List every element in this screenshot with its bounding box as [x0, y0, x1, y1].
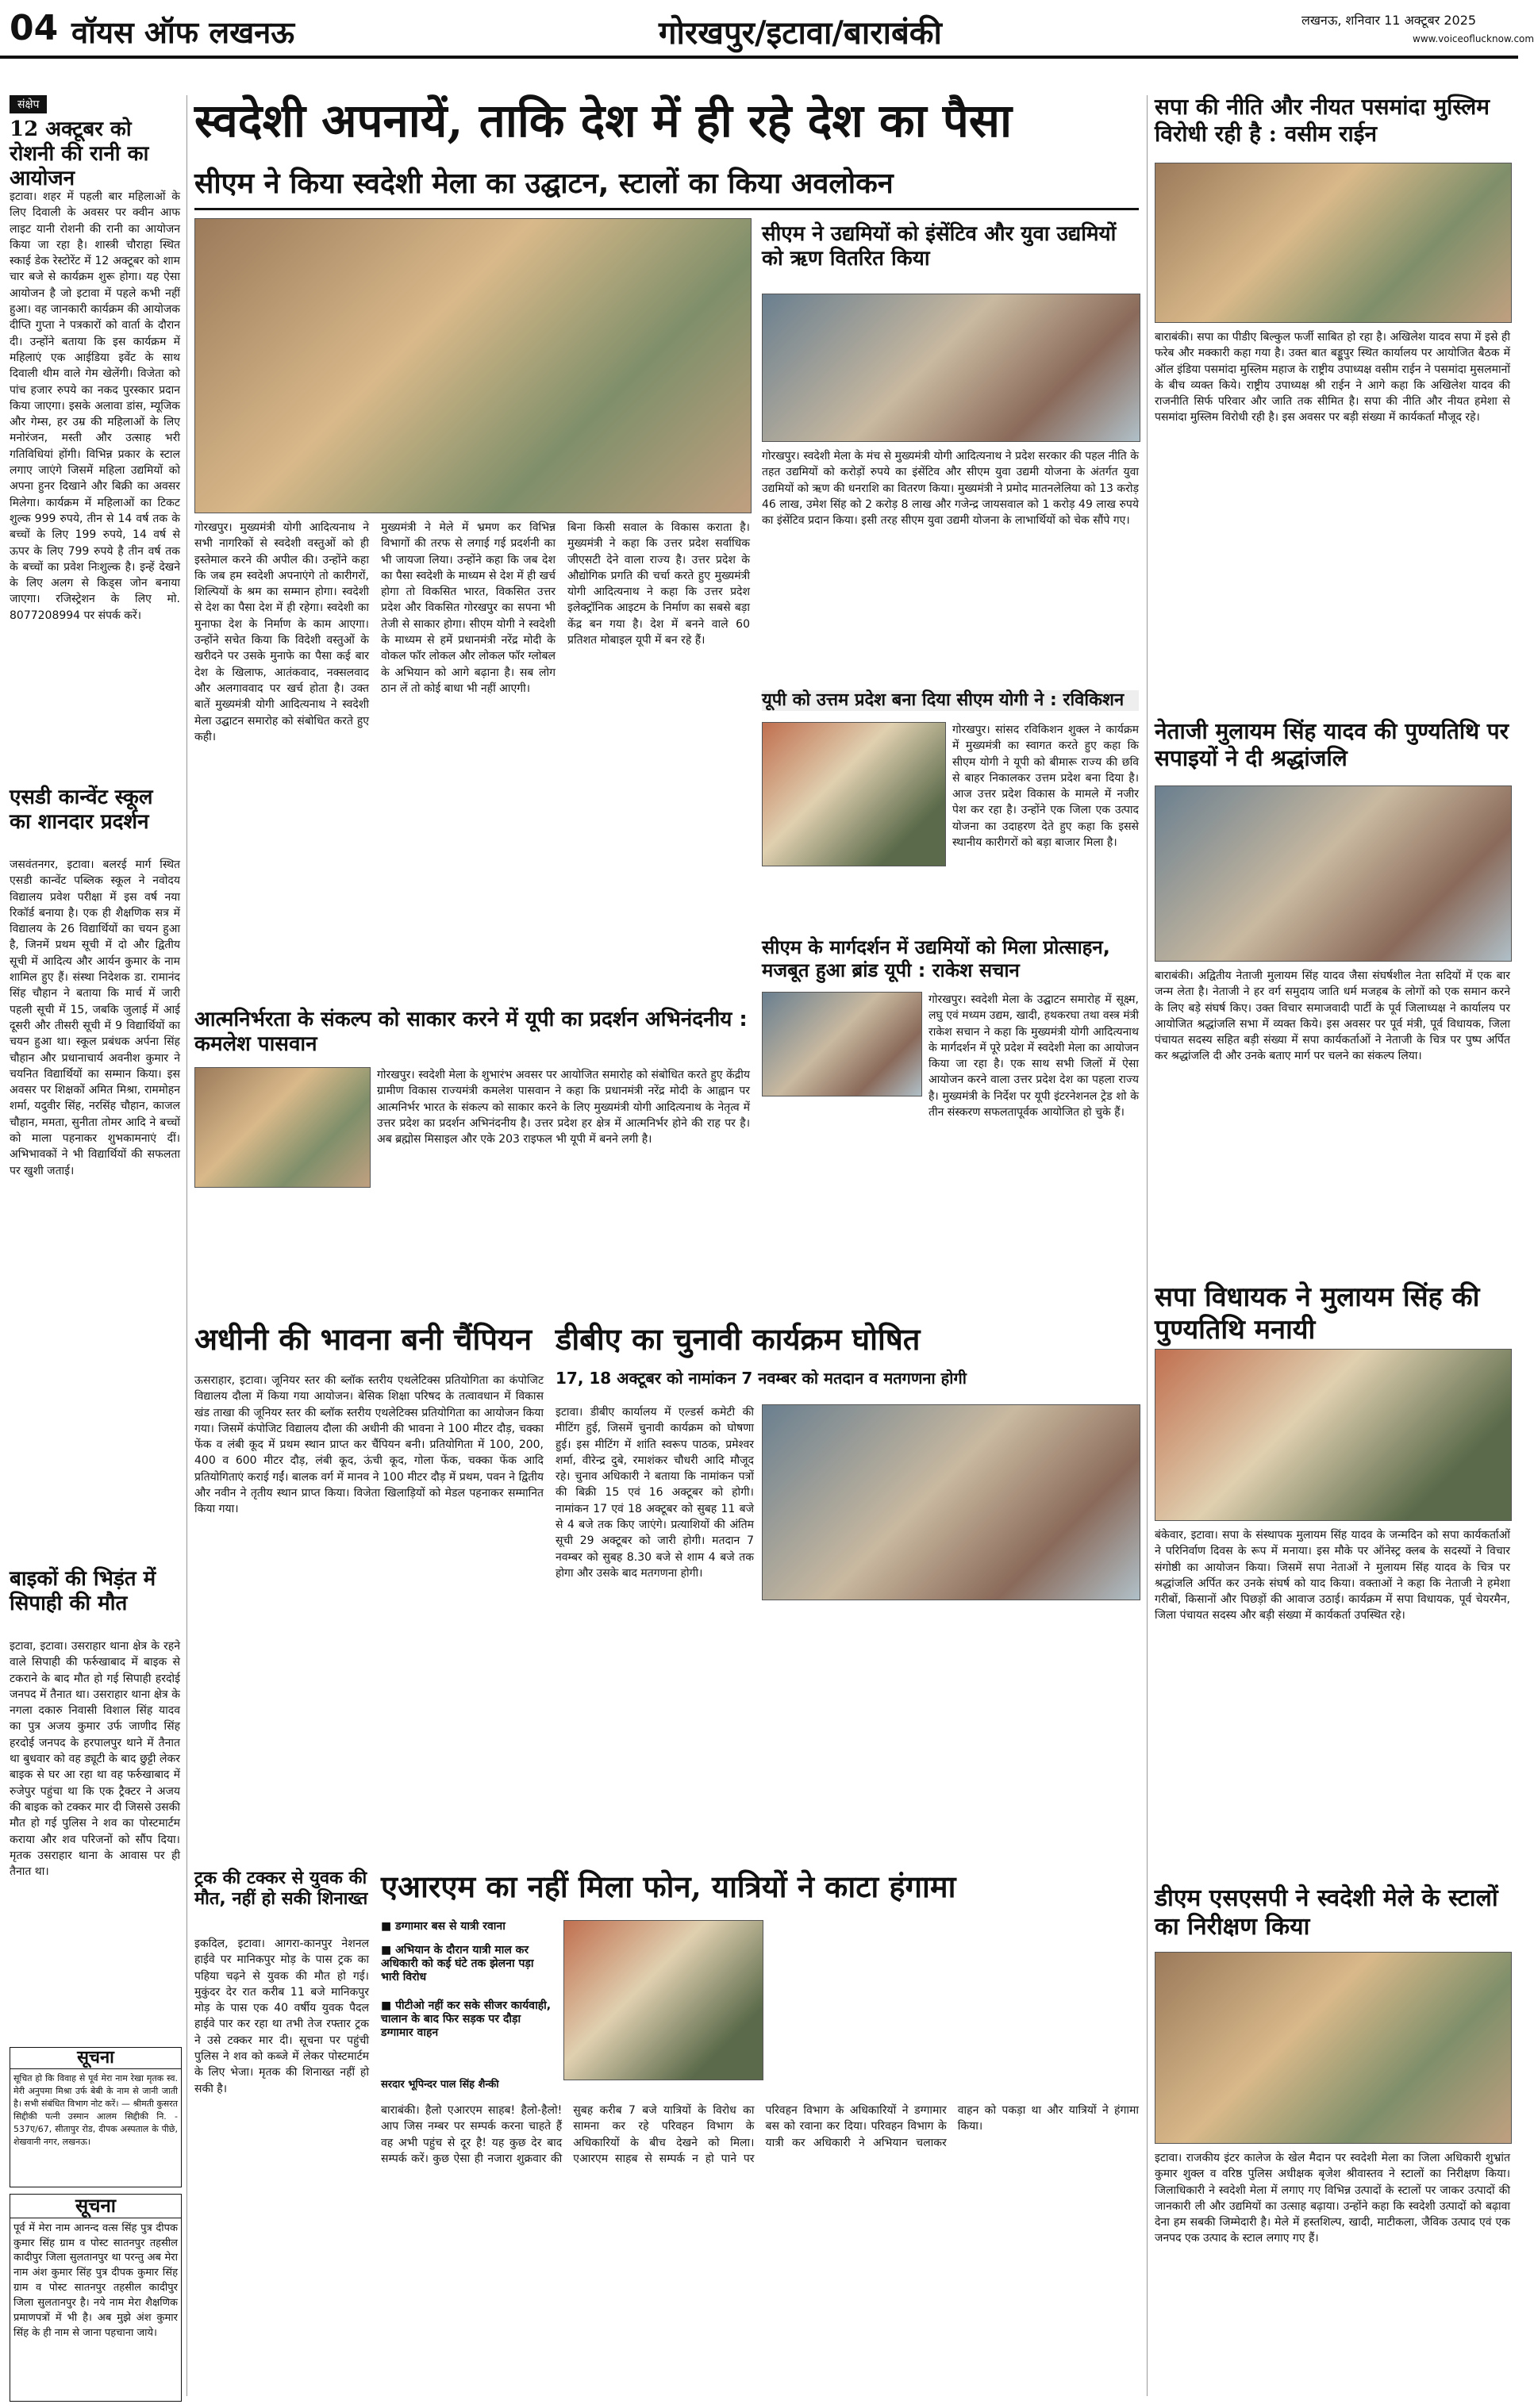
website[interactable]: www.voiceoflucknow.com — [1413, 33, 1534, 44]
lead-body: गोरखपुर। मुख्यमंत्री योगी आदित्यनाथ ने सभी नागरिकों से स्वदेशी वस्तुओं को ही इस्तेमाल करने की अपील की। उन्होंने कहा कि जब हम स्वदेशी अपनाएंगे तो कारीगरों, शिल्पियों के श्रम का सम्मान होगा। स्वदेशी से देश का पैसा देश में ही रहेगा। स्वदेशी का मुनाफा देश के निर्माण के काम आएगा। उन्होंने सचेत किया कि विदेशी वस्तुओं के खरीदने पर उसके मुनाफे का पैसा कई बार देश के खिलाफ, आतंकवाद, नक्सलवाद और अलगाववाद पर खर्च होता है। उक्त बातें मुख्यमंत्री योगी आदित्यनाथ ने स्वदेशी मेला उद्घाटन समारोह को संबोधित करते हुए कही। — [194, 521, 369, 743]
brief-body: इटावा, इटावा। उसराहार थाना क्षेत्र के रहने वाले सिपाही की फर्रुखाबाद में बाइक से टकराने के बाद मौत हो गई सिपाही हरदोई जनपद में तैनात था। उसराहार थाना क्षेत्र के नगला दकारु निवासी विशाल सिंह यादव का पुत्र अजय कुमार उर्फ जाणीद सिंह हरदोई जनपद के हरपालपुर थाने में तैनात था बुधवार को वह ड्यूटी के बाद छुट्टी लेकर बाइक से घर आ रहा था वह फर्रुखाबाद में रुजेपुर पहुंचा था कि एक ट्रैक्टर ने अजय की बाइक को टक्कर मार दी जिससे उसकी मौत हो गई पुलिस ने शव का पोस्टमार्टम कराया और शव परिजनों को सौंप दिया। मृतक उसराहार थाना के आवास पर ही तैनात था। — [10, 1640, 180, 1879]
story-headline: सपा की नीति और नीयत पसमांदा मुस्लिम विरोधी रही है : वसीम राईन — [1155, 94, 1490, 147]
notice-title: सूचना — [10, 2195, 181, 2218]
brief-tag: संक्षेप — [10, 95, 47, 113]
lead-photo — [194, 218, 752, 513]
column-rule — [186, 95, 187, 2396]
page-number: 04 — [10, 8, 59, 48]
story-body: गोरखपुर। सांसद रविकिशन शुक्ल ने कार्यक्रम में मुख्यमंत्री का स्वागत करते हुए कहा कि सीएम योगी ने यूपी को बीमारू राज्य की छवि से बाहर निकालकर उत्तम प्रदेश बना दिया है। आज उत्तर प्रदेश विकास के मामले में नजीर पेश कर रहा है। उन्होंने एक जिला एक उत्पाद योजना का उदाहरण देते हुए कहा कि इससे स्थानीय कारीगरों को बड़ा बाजार मिला है। — [952, 724, 1139, 850]
story-photo — [1155, 785, 1512, 962]
story-body: बंकेवार, इटावा। सपा के संस्थापक मुलायम सिंह यादव के जन्मदिन को सपा कार्यकर्ताओं ने परिनिर्वाण दिवस के रूप में मनाया। इस मौके पर ऑनेस्ट्र क्लब के सदस्यों ने विचार संगोष्ठी का आयोजन किया। जिसमें सपा नेताओं ने मुलायम सिंह यादव के चित्र पर श्रद्धांजलि अर्पित कर उनके संघर्ष को याद किया। वक्ताओं ने कहा कि नेताजी ने हमेशा गरीबों, किसानों और पिछड़ों की आवाज उठाई। कार्यक्रम में सपा विधायक, पूर्व चेयरमैन, जिला पंचायत सदस्य और बड़ी संख्या में कार्यकर्ता उपस्थित रहे। — [1155, 1529, 1510, 1623]
story-headline: डीएम एसएसपी ने स्वदेशी मेले के स्टालों का निरीक्षण किया — [1155, 1884, 1498, 1941]
byline: सरदार भूपिन्दर पाल सिंह शैन्की — [381, 2079, 499, 2091]
story-photo — [1155, 163, 1512, 323]
story-headline: यूपी को उत्तम प्रदेश बना दिया सीएम योगी ने : रविकिशन — [762, 690, 1139, 711]
story-photo — [563, 1920, 763, 2080]
brief-headline: बाइकों की भिड़ंत में सिपाही की मौत — [10, 1567, 156, 1616]
story-body: इटावा। डीबीए कार्यालय में एल्डर्स कमेटी की मीटिंग हुई, जिसमें चुनावी कार्यक्रम को घोषणा हुई। इस मीटिंग में शांति स्वरूप पाठक, प्रमेश्वर शर्मा, वीरेन्द्र दुबे, रमाशंकर चौधरी आदि मौजूद रहे। चुनाव अधिकारी ने बताया कि नामांकन पत्रों की बिक्री 15 एवं 16 अक्टूबर को होगी। नामांकन 17 एवं 18 अक्टूबर को सुबह 11 बजे से 4 बजे तक किए जाएंगे। प्रत्याशियों की अंतिम सूची 29 अक्टूबर को जारी होगी। मतदान 7 नवम्बर को सुबह 8.30 बजे से शाम 4 बजे तक होगा और उसके बाद मतगणना होगी। — [556, 1406, 754, 1580]
story-photo — [762, 294, 1140, 442]
brief-headline: एसडी कान्वेंट स्कूल का शानदार प्रदर्शन — [10, 785, 153, 835]
story-headline: सीएम ने उद्यमियों को इंसेंटिव और युवा उद्यमियों को ऋण वितरित किया — [762, 222, 1117, 271]
bullet-point: ■ पीटीओ नहीं कर सके सीजर कार्यवाही, चालान के बाद फिर सड़क पर दौड़ा डग्गामार वाहन — [381, 1999, 556, 2039]
story-subhead: 17, 18 अक्टूबर को नामांकन 7 नवम्बर को मतदान व मतगणना होगी — [556, 1369, 967, 1388]
paper-name: वॉयस ऑफ लखनऊ — [71, 14, 295, 50]
story-photo — [194, 1067, 371, 1188]
story-headline: डीबीए का चुनावी कार्यक्रम घोषित — [556, 1321, 921, 1357]
story-body: गोरखपुर। स्वदेशी मेला के उद्घाटन समारोह में सूक्ष्म, लघु एवं मध्यम उद्यम, खादी, हथकरघा तथा वस्त्र मंत्री राकेश सचान ने कहा कि मुख्यमंत्री योगी आदित्यनाथ के मार्गदर्शन में पूरे प्रदेश में स्वदेशी मेला का आयोजन किया जा रहा है। एक साथ सभी जिलों में ऐसा आयोजन करने वाला उत्तर प्रदेश देश का पहला राज्य है। मुख्यमंत्री के निर्देश पर यूपी इंटरनेशनल ट्रेड शो के तीन संस्करण सफलतापूर्वक आयोजित हो चुके हैं। — [928, 993, 1139, 1120]
story-headline: सपा विधायक ने मुलायम सिंह की पुण्यतिथि मनायी — [1155, 1281, 1480, 1346]
story-headline: एआरएम का नहीं मिला फोन, यात्रियों ने काटा हंगामा — [381, 1868, 956, 1904]
story-headline: अधीनी की भावना बनी चैंपियन — [194, 1321, 532, 1357]
story-headline: ट्रक की टक्कर से युवक की मौत, नहीं हो सकी शिनाख्त — [194, 1868, 368, 1910]
issue-date: लखनऊ, शनिवार 11 अक्टूबर 2025 — [1301, 13, 1477, 28]
lead-body: बिना किसी सवाल के विकास कराता है। मुख्यमंत्री ने कहा कि उत्तर प्रदेश सर्वाधिक जीएसटी देने वाला राज्य है। उत्तर प्रदेश के औद्योगिक प्रगति की चर्चा करते हुए मुख्यमंत्री योगी आदित्यनाथ ने कहा कि उत्तर प्रदेश इलेक्ट्रॉनिक आइटम के निर्माण का सबसे बड़ा केंद्र बन गया है। देश में बनने वाले 60 प्रतिशत मोबाइल यूपी में बन रहे हैं। — [567, 521, 750, 647]
story-headline: नेताजी मुलायम सिंह यादव की पुण्यतिथि पर सपाइयों ने दी श्रद्धांजलि — [1155, 718, 1509, 771]
divider — [194, 208, 1139, 210]
story-photo — [762, 992, 922, 1096]
notice-body: पूर्व में मेरा नाम आनन्द वत्स सिंह पुत्र दीपक कुमार सिंह ग्राम व पोस्ट सातनपुर तहसील कादीपुर जिला सुलतानपुर था परन्तु अब मेरा नाम अंश कुमार सिंह पुत्र दीपक कुमार सिंह ग्राम व पोस्ट सातनपुर तहसील कादीपुर जिला सुलतानपुर है। नये नाम मेरा शैक्षणिक प्रमाणपत्रों में भी है। अब मुझे अंश कुमार सिंह के ही नाम से जाना पहचाना जाये। — [13, 2222, 178, 2339]
bullet-point: ■ डग्गामार बस से यात्री रवाना — [381, 1920, 556, 1934]
story-photo — [1155, 1952, 1512, 2144]
lead-body: मुख्यमंत्री ने मेले में भ्रमण कर विभिन्न विभागों की तरफ से लगाई गई प्रदर्शनी का भी जायजा लिया। उन्होंने कहा कि जब देश का पैसा स्वदेशी के माध्यम से देश में ही खर्च होगा तो विकसित भारत, विकसित उत्तर प्रदेश और विकसित गोरखपुर का सपना भी तेजी से साकार होगा। सीएम योगी ने स्वदेशी के माध्यम से हमें प्रधानमंत्री नरेंद्र मोदी के वोकल फॉर लोकल और लोकल फॉर ग्लोबल के अभियान को आगे बढ़ाना है। सब लोग ठान लें तो कोई बाधा भी नहीं आएगी। — [381, 521, 556, 695]
notice-box — [10, 2047, 182, 2187]
brief-body: इटावा। शहर में पहली बार महिलाओं के लिए दिवाली के अवसर पर क्वीन आफ लाइट यानी रोशनी की रानी का आयोजन किया जा रहा है। शास्त्री चौराहा स्थित स्काई डेक रेस्टोरेंट में 12 अक्टूबर को शाम चार बजे से कार्यक्रम शुरू होगा। यह ऐसा आयोजन है जो इटावा में पहले कभी नहीं हुआ। वह जानकारी कार्यक्रम की आयोजक दीप्ति गुप्ता ने पत्रकारों को वार्ता के दौरान दी। उन्होंने बताया कि इस कार्यक्रम में महिलाएं एक आईडिया इवेंट के साथ दिवाली थीम वाले गेम खेलेंगी। विजेता को पांच हजार रुपये का नकद पुरस्कार प्रदान किया जाएगा। इसके अलावा डांस, म्यूजिक और गेम्स, हर उम्र की महिलाओं के लिए मनोरंजन, मस्ती और उत्साह भरी गतिविधियां होंगी। विभिन्न प्रकार के स्टाल लगाए जाएंगे जिसमें महिला उद्यमियों को अपना हुनर दिखाने और बिक्री का अवसर मिलेगा। कार्यक्रम में महिलाओं का टिकट शुल्क 999 रुपये, तीन से 14 वर्ष तक के बच्चों के लिए 199 रुपये, 14 वर्ष से ऊपर के लिए 799 रुपये है तीन वर्ष तक के बच्चों का प्रवेश निःशुल्क है। इन्हें देखने के लिए अलग से किड्स जोन बनाया जाएगा। रजिस्ट्रेशन के लिए मो. 8077208994 पर संपर्क करें। — [10, 190, 180, 622]
story-body: गोरखपुर। स्वदेशी मेला के मंच से मुख्यमंत्री योगी आदित्यनाथ ने प्रदेश सरकार की पहल नीति के तहत उद्यमियों को करोड़ों रुपये का इंसेंटिव और सीएम युवा उद्यमी योजना के अंतर्गत युवा उद्यमियों को ऋण की धनराशि का वितरण किया। मुख्यमंत्री ने प्रमोद मातनलेलिया को 13 करोड़ 46 लाख, उमेश सिंह को 2 करोड़ 8 लाख और गजेन्द्र जायसवाल को 1 करोड़ 49 लाख रुपये का इंसेंटिव प्रदान किया। इसी तरह सीएम युवा उद्यमी योजना के लाभार्थियों को चेक सौंपे गए। — [762, 450, 1139, 528]
notice-body: सूचित हो कि विवाह से पूर्व मेरा नाम रेखा मृतक स्व. मेरी अनुपमा मिश्रा उर्फ बेबी के नाम से जानी जाती है। सभी संबंधित विभाग नोट करें। — श्रीमती कुसरत सिद्दीकी पत्नी उस्मान आलम सिद्दीकी नि. - 537ए/67, सीतापुर रोड, दीपक अस्पताल के पीछे, शेखवानी नगर, लखनऊ। — [13, 2073, 178, 2148]
story-photo — [762, 722, 946, 866]
brief-headline: 12 अक्टूबर को रोशनी की रानी का आयोजन — [10, 117, 149, 191]
story-headline: आत्मनिर्भरता के संकल्प को साकार करने में यूपी का प्रदर्शन अभिनंदनीय : कमलेश पासवान — [194, 1008, 748, 1057]
story-photo — [1155, 1349, 1512, 1521]
story-body: इकदिल, इटावा। आगरा-कानपुर नेशनल हाईवे पर मानिकपुर मोड़ के पास ट्रक का पहिया चढ़ने से युवक की मौत हो गई। मुकुंदर देर रात करीब 11 बजे मानिकपुर मोड़ के पास एक 40 वर्षीय युवक पैदल हाईवे पार कर रहा था तभी तेज रफ्तार ट्रक ने उसे टक्कर मार दी। सूचना पर पहुंची पुलिस ने शव को कब्जे में लेकर पोस्टमार्टम के लिए भेजा। मृतक की शिनाख्त नहीं हो सकी है। — [194, 1938, 369, 2095]
bullet-point: ■ अभियान के दौरान यात्री माल कर अधिकारी को कई घंटे तक झेलना पड़ा भारी विरोध — [381, 1944, 556, 1984]
story-body: ऊसराहार, इटावा। जूनियर स्तर की ब्लॉक स्तरीय एथलेटिक्स प्रतियोगिता का कंपोजिट विद्यालय दौला में किया गया आयोजन। बेसिक शिक्षा परिषद के तत्वावधान में विकास खंड ताखा की जूनियर स्तर की ब्लॉक स्तरीय एथलेटिक्स प्रतियोगिता का आयोजन किया गया। जिसमें कंपोजिट विद्यालय दौला की अधीनी की भावना ने 100 मीटर दौड़, चक्का फेंक व लंबी कूद में प्रथम स्थान प्राप्त कर चैंपियन बनी। प्रतियोगिता में 100, 200, 400 व 600 मीटर दौड़, लंबी कूद, ऊंची कूद, गोला फेंक, चक्का फेंक आदि प्रतियोगिताएं कराई गईं। बालक वर्ग में मानव ने 100 मीटर दौड़ में प्रथम, पवन ने द्वितीय और नवीन ने तृतीय स्थान प्राप्त किया। विजेता खिलाड़ियों को मेडल पहनाकर सम्मानित किया गया। — [194, 1374, 544, 1516]
story-photo — [762, 1404, 1140, 1600]
section-title: गोरखपुर/इटावा/बाराबंकी — [659, 14, 942, 52]
story-body: बाराबंकी। सपा का पीडीए बिल्कुल फर्जी साबित हो रहा है। अखिलेश यादव सपा में इसे ही फरेब और मक्कारी कहा गया है। उक्त बात बड्डूपुर स्थित कार्यालय पर आयोजित बैठक में ऑल इंडिया पसमांदा मुस्लिम महाज के राष्ट्रीय उपाध्यक्ष वसीम राईन ने पसमांदा मुसलमानों के बीच व्यक्त किये। राष्ट्रीय उपाध्यक्ष श्री राईन ने आगे कहा कि अखिलेश यादव की राजनीति सिर्फ परिवार और जाति तक सीमित है। सपा की नीति और नीयत हमेशा से पसमांदा मुस्लिम विरोधी रही है। इस अवसर पर बड़ी संख्या में कार्यकर्ता मौजूद रहे। — [1155, 331, 1510, 424]
story-body: बाराबंकी। हैलो एआरएम साहब! हैलो-हैलो! आप जिस नम्बर पर सम्पर्क करना चाहते हैं वह अभी पहुंच से दूर है! यह कुछ देर बाद सम्पर्क करें। कुछ ऐसा ही नजारा शुक्रवार की सुबह करीब 7 बजे यात्रियों के विरोध का सामना कर रहे परिवहन विभाग के अधिकारियों के बीच देखने को मिला। एआरएम साहब से सम्पर्क न हो पाने पर परिवहन विभाग के अधिकारियों ने डग्गामार बस को रवाना कर दिया। परिवहन विभाग के यात्री कर अधिकारी ने अभियान चलाकर वाहन को पकड़ा था और यात्रियों ने हंगामा किया। — [381, 2104, 1139, 2165]
story-headline: सीएम के मार्गदर्शन में उद्यमियों को मिला प्रोत्साहन, मजबूत हुआ ब्रांड यूपी : राकेश सचान — [762, 936, 1110, 981]
brief-body: जसवंतनगर, इटावा। बलरई मार्ग स्थित एसडी कान्वेंट पब्लिक स्कूल ने नवोदय विद्यालय प्रवेश परीक्षा में इस वर्ष नया रिकॉर्ड बनाया है। एक ही शैक्षणिक सत्र में विद्यालय के 26 विद्यार्थियों का चयन हुआ है, जिनमें प्रथम सूची में दो और द्वितीय सूची में आदित्य और आर्यन कुमार के नाम शामिल हुए हैं। संस्था निदेशक डा. रामानंद सिंह चौहान ने बताया कि मार्च में जारी पहली सूची में 15, जबकि जुलाई में आई दूसरी और तीसरी सूची में 9 विद्यार्थियों का चयन हुआ था। स्कूल प्रबंधक अर्पना सिंह चौहान और प्रधानाचार्य अवनीश कुमार ने चयनित विद्यार्थियों का सम्मान किया। इस अवसर पर शिक्षकों अमित मिश्रा, राममोहन शर्मा, यदुवीर सिंह, नरसिंह चौहान, काजल चौहान, ममता, सुनीता तोमर आदि ने बच्चों को माला पहनाकर शुभकामनाएं दीं। अभिभावकों ने भी विद्यार्थियों की सफलता पर खुशी जताई। — [10, 858, 180, 1177]
notice-box — [10, 2194, 182, 2402]
story-body: गोरखपुर। स्वदेशी मेला के शुभारंभ अवसर पर आयोजित समारोह को संबोधित करते हुए केंद्रीय ग्रामीण विकास राज्यमंत्री कमलेश पासवान ने कहा कि प्रधानमंत्री नरेंद्र मोदी के आह्वान पर आत्मनिर्भर भारत के संकल्प को साकार करने के लिए मुख्यमंत्री योगी आदित्यनाथ के नेतृत्व में उत्तर प्रदेश का प्रदर्शन अभिनंदनीय है। उत्तर प्रदेश हर क्षेत्र में आत्मनिर्भर होने की राह पर है। अब ब्रह्मोस मिसाइल और एके 203 राइफल भी यूपी में बनने लगी है। — [377, 1069, 750, 1146]
lead-headline: स्वदेशी अपनायें, ताकि देश में ही रहे देश का पैसा — [194, 94, 1012, 148]
notice-title: सूचना — [10, 2048, 181, 2069]
story-body: बाराबंकी। अद्वितीय नेताजी मुलायम सिंह यादव जैसा संघर्षशील नेता सदियों में एक बार जन्म लेता है। नेताजी ने हर वर्ग समुदाय जाति धर्म मजहब के लोगों को एक समान करने के लिए बड़े संघर्ष किए। उक्त विचार समाजवादी पार्टी के पूर्व जिलाध्यक्ष ने कार्यालय पर आयोजित श्रद्धांजलि सभा में व्यक्त किये। इस अवसर पर पूर्व मंत्री, पूर्व विधायक, जिला पंचायत सदस्य सहित बड़ी संख्या में सपा कार्यकर्ताओं ने नेताजी के चित्र पर पुष्प अर्पित कर श्रद्धांजलि दी और उनके बताए मार्ग पर चलने का संकल्प लिया। — [1155, 970, 1510, 1063]
story-body: इटावा। राजकीय इंटर कालेज के खेल मैदान पर स्वदेशी मेला का जिला अधिकारी शुभ्रांत कुमार शुक्ल व वरिष्ठ पुलिस अधीक्षक बृजेश श्रीवास्तव ने स्टालों का निरीक्षण किया। जिलाधिकारी ने स्वदेशी मेला में लगाए गए विभिन्न उत्पादों के स्टालों पर जाकर उत्पादों की जानकारी ली और उद्यमियों का उत्साह बढ़ाया। उन्होंने कहा कि स्वदेशी उत्पादों को बढ़ावा देना हम सबकी जिम्मेदारी है। मेले में हस्तशिल्प, खादी, माटीकला, जैविक उत्पाद एवं एक जनपद एक उत्पाद के स्टाल लगाए गए हैं। — [1155, 2152, 1510, 2245]
lead-subhead: सीएम ने किया स्वदेशी मेला का उद्घाटन, स्टालों का किया अवलोकन — [194, 167, 894, 200]
column-rule — [1147, 95, 1148, 2396]
